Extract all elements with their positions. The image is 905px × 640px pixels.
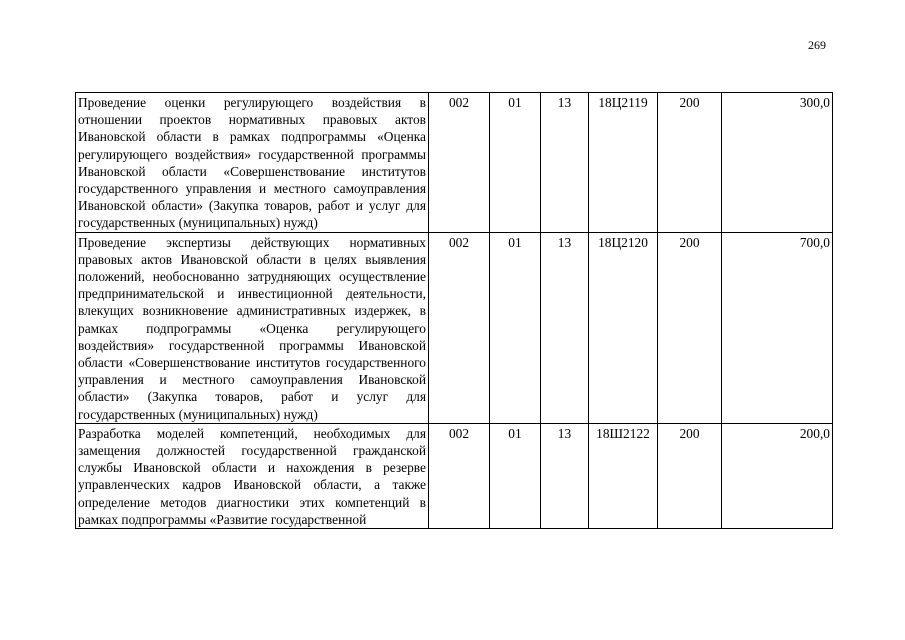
row-description: Проведение экспертизы действующих нормативных правовых актов Ивановской области в целях выявления положений, необоснованно затрудняющих осуществление предпринимательской и инвестиционной деятельности, влекущих возникновение административных издержек, в рамках подпрограммы «Оценка регулирующего воздействия» государственной программы Ивановской области «Совершенствование институтов государственного управления и местного самоуправления Ивановской области» (Закупка товаров, работ и услуг для государственных (муниципальных) нужд) — [76, 232, 429, 423]
row-description: Проведение оценки регулирующего воздействия в отношении проектов нормативных правовых актов Ивановской области в рамках подпрограммы «Оценка регулирующего воздействия» государственной программы Ивановской области «Совершенствование институтов государственного управления и местного самоуправления Ивановской области» (Закупка товаров, работ и услуг для государственных (муниципальных) нужд) — [76, 93, 429, 233]
table-row — [76, 93, 833, 233]
table-row — [76, 423, 833, 528]
row-description: Разработка моделей компетенций, необходимых для замещения должностей государственной гражданской службы Ивановской области и нахождения в резерве управленческих кадров Ивановской области, а также определение методов диагностики этих компетенций в рамках подпрограммы «Развитие государственной — [76, 423, 429, 528]
ministry-code-cell: 002 — [429, 93, 490, 233]
subsection-code-cell: 13 — [541, 93, 589, 233]
ministry-code-cell: 002 — [429, 232, 490, 423]
table-row — [76, 232, 833, 423]
amount-cell: 700,0 — [722, 232, 833, 423]
section-code-cell: 01 — [490, 423, 541, 528]
page-number: 269 — [808, 38, 826, 52]
section-code-cell: 01 — [490, 232, 541, 423]
amount-cell: 300,0 — [722, 93, 833, 233]
target-article-cell: 18Ш2122 — [589, 423, 658, 528]
amount-cell: 200,0 — [722, 423, 833, 528]
expense-type-cell: 200 — [658, 93, 722, 233]
section-code-cell: 01 — [490, 93, 541, 233]
subsection-code-cell: 13 — [541, 423, 589, 528]
ministry-code-cell: 002 — [429, 423, 490, 528]
budget-table — [75, 92, 833, 529]
expense-type-cell: 200 — [658, 232, 722, 423]
subsection-code-cell: 13 — [541, 232, 589, 423]
expense-type-cell: 200 — [658, 423, 722, 528]
target-article-cell: 18Ц2120 — [589, 232, 658, 423]
target-article-cell: 18Ц2119 — [589, 93, 658, 233]
